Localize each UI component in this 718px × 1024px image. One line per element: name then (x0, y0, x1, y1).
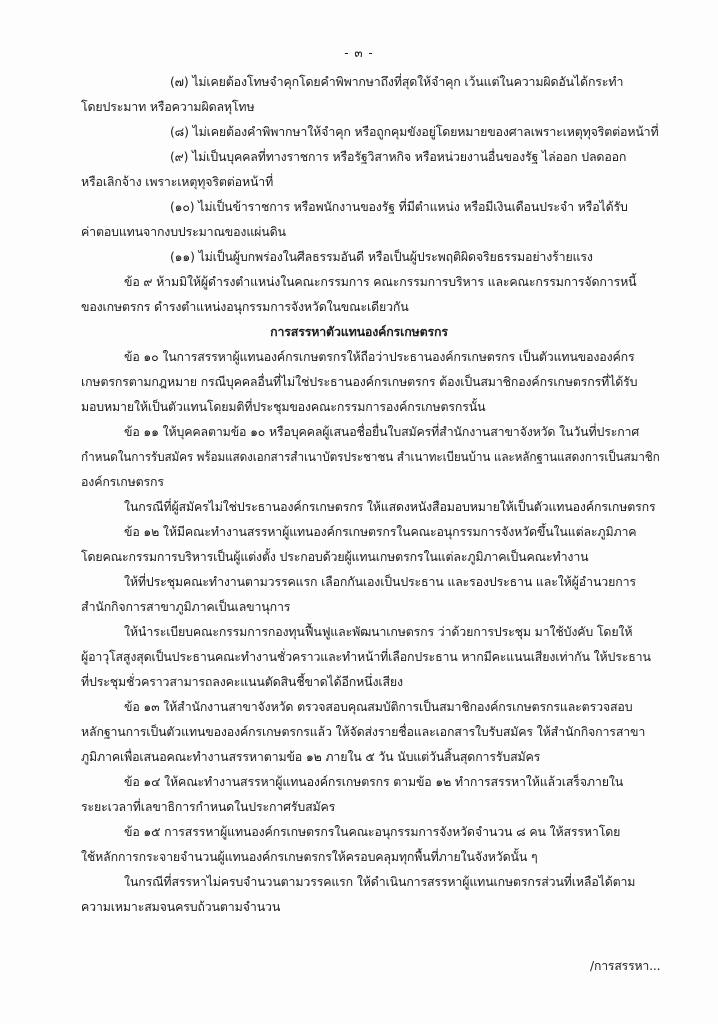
page-number: - ๓ - (344, 46, 374, 60)
clause-11-line: (๑๑) ไม่เป็นผู้บกพร่องในศีลธรรมอันดี หรือเป็นผู้ประพฤติผิดจริยธรรมอย่างร้ายแรง (170, 249, 593, 264)
continuation-marker: /การสรรหา... (590, 958, 661, 973)
article-12-para-2-line-1: ให้ที่ประชุมคณะทำงานตามวรรคแรก เลือกกันเองเป็นประธาน และรองประธาน และให้ผู้อำนวยการ (124, 574, 636, 589)
article-14-line-2: ระยะเวลาที่เลขาธิการกำหนดในประกาศรับสมัคร (81, 799, 336, 814)
article-15-para-2-line-2: ความเหมาะสมจนครบถ้วนตามจำนวน (81, 899, 281, 914)
article-10-line-2: เกษตรกรตามกฎหมาย กรณีบุคคลอื่นที่ไม่ใช่ประธานองค์กรเกษตรกร ต้องเป็นสมาชิกองค์กรเกษตรกรที่ได้รับ (81, 374, 638, 389)
article-15-line-2: ใช้หลักการกระจายจำนวนผู้แทนองค์กรเกษตรกรให้ครอบคลุมทุกพื้นที่ภายในจังหวัดนั้น ๆ (81, 849, 538, 864)
article-12-line-1: ข้อ ๑๒ ให้มีคณะทำงานสรรหาผู้แทนองค์กรเกษตรกรในคณะอนุกรรมการจังหวัดขึ้นในแต่ละภูมิภาค (124, 524, 637, 539)
clause-8-line: (๘) ไม่เคยต้องคำพิพากษาให้จำคุก หรือถูกคุมขังอยู่โดยหมายของศาลเพราะเหตุทุจริตต่อหน้าที่ (170, 124, 659, 139)
clause-10-line-1: (๑๐) ไม่เป็นข้าราชการ หรือพนักงานของรัฐ ที่มีตำแหน่ง หรือมีเงินเดือนประจำ หรือได้รับ (170, 199, 628, 214)
article-12-line-2: โดยคณะกรรมการบริหารเป็นผู้แต่งตั้ง ประกอบด้วยผู้แทนเกษตรกรในแต่ละภูมิภาคเป็นคณะทำงาน (81, 549, 589, 564)
article-11-line-2: กำหนดในการรับสมัคร พร้อมแสดงเอกสารสำเนาบัตรประชาชน สำเนาทะเบียนบ้าน และหลักฐานแสดงการเป็นสมาชิก (81, 449, 660, 464)
article-12-para-3-line-2: ผู้อาวุโสสูงสุดเป็นประธานคณะทำงานชั่วคราวและทำหน้าที่เลือกประธาน หากมีคะแนนเสียงเท่ากัน ให้ประธาน (81, 649, 651, 664)
article-11-line-3: องค์กรเกษตรกร (81, 474, 164, 489)
section-heading: การสรรหาตัวแทนองค์กรเกษตรกร (270, 324, 448, 339)
clause-7-line-1: (๗) ไม่เคยต้องโทษจำคุกโดยคำพิพากษาถึงที่สุดให้จำคุก เว้นแต่ในความผิดอันได้กระทำ (170, 74, 624, 89)
article-13-line-2: หลักฐานการเป็นตัวแทนขององค์กรเกษตรกรแล้ว ให้จัดส่งรายชื่อและเอกสารใบรับสมัคร ให้สำนักกิจการสาขา (81, 724, 646, 739)
article-10-line-3: มอบหมายให้เป็นตัวแทนโดยมติที่ประชุมของคณะกรรมการองค์กรเกษตรกรนั้น (81, 399, 486, 414)
clause-7-line-2: โดยประมาท หรือความผิดลหุโทษ (81, 99, 255, 114)
article-10-line-1: ข้อ ๑๐ ในการสรรหาผู้แทนองค์กรเกษตรกรให้ถือว่าประธานองค์กรเกษตรกร เป็นตัวแทนขององค์กร (124, 349, 635, 364)
article-12-para-3-line-3: ที่ประชุมชั่วคราวสามารถลงคะแนนตัดสินชี้ขาดได้อีกหนึ่งเสียง (81, 674, 403, 689)
article-13-line-3: ภูมิภาคเพื่อเสนอคณะทำงานสรรหาตามข้อ ๑๒ ภายใน ๕ วัน นับแต่วันสิ้นสุดการรับสมัคร (81, 749, 541, 764)
article-14-line-1: ข้อ ๑๔ ให้คณะทำงานสรรหาผู้แทนองค์กรเกษตรกร ตามข้อ ๑๒ ทำการสรรหาให้แล้วเสร็จภายใน (124, 774, 624, 789)
article-11-line-1: ข้อ ๑๑ ให้บุคคลตามข้อ ๑๐ หรือบุคคลผู้เสนอชื่อยื่นใบสมัครที่สำนักงานสาขาจังหวัด ในวันที่ประกาศ (124, 424, 640, 439)
article-13-line-1: ข้อ ๑๓ ให้สำนักงานสาขาจังหวัด ตรวจสอบคุณสมบัติการเป็นสมาชิกองค์กรเกษตรกรและตรวจสอบ (124, 699, 633, 714)
article-9-line-2: ของเกษตรกร ดำรงตำแหน่งอนุกรรมการจังหวัดในขณะเดียวกัน (81, 299, 409, 314)
clause-10-line-2: ค่าตอบแทนจากงบประมาณของแผ่นดิน (81, 224, 286, 239)
clause-9-line-2: หรือเลิกจ้าง เพราะเหตุทุจริตต่อหน้าที่ (81, 174, 274, 189)
article-11-para-2: ในกรณีที่ผู้สมัครไม่ใช่ประธานองค์กรเกษตรกร ให้แสดงหนังสือมอบหมายให้เป็นตัวแทนองค์กรเกษตรกร (124, 499, 656, 514)
clause-9-line-1: (๙) ไม่เป็นบุคคลที่ทางราชการ หรือรัฐวิสาหกิจ หรือหน่วยงานอื่นของรัฐ ไล่ออก ปลดออก (170, 149, 627, 164)
article-15-para-2-line-1: ในกรณีที่สรรหาไม่ครบจำนวนตามวรรคแรก ให้ดำเนินการสรรหาผู้แทนเกษตรกรส่วนที่เหลือได้ตาม (124, 874, 636, 889)
article-12-para-2-line-2: สำนักกิจการสาขาภูมิภาคเป็นเลขานุการ (81, 599, 291, 614)
article-15-line-1: ข้อ ๑๕ การสรรหาผู้แทนองค์กรเกษตรกรในคณะอนุกรรมการจังหวัดจำนวน ๘ คน ให้สรรหาโดย (124, 824, 621, 839)
article-12-para-3-line-1: ให้นำระเบียบคณะกรรมการกองทุนฟื้นฟูและพัฒนาเกษตรกร ว่าด้วยการประชุม มาใช้บังคับ โดยให้ (124, 624, 633, 639)
article-9-line-1: ข้อ ๙ ห้ามมิให้ผู้ดำรงตำแหน่งในคณะกรรมการ คณะกรรมการบริหาร และคณะกรรมการจัดการหนี้ (124, 274, 637, 289)
